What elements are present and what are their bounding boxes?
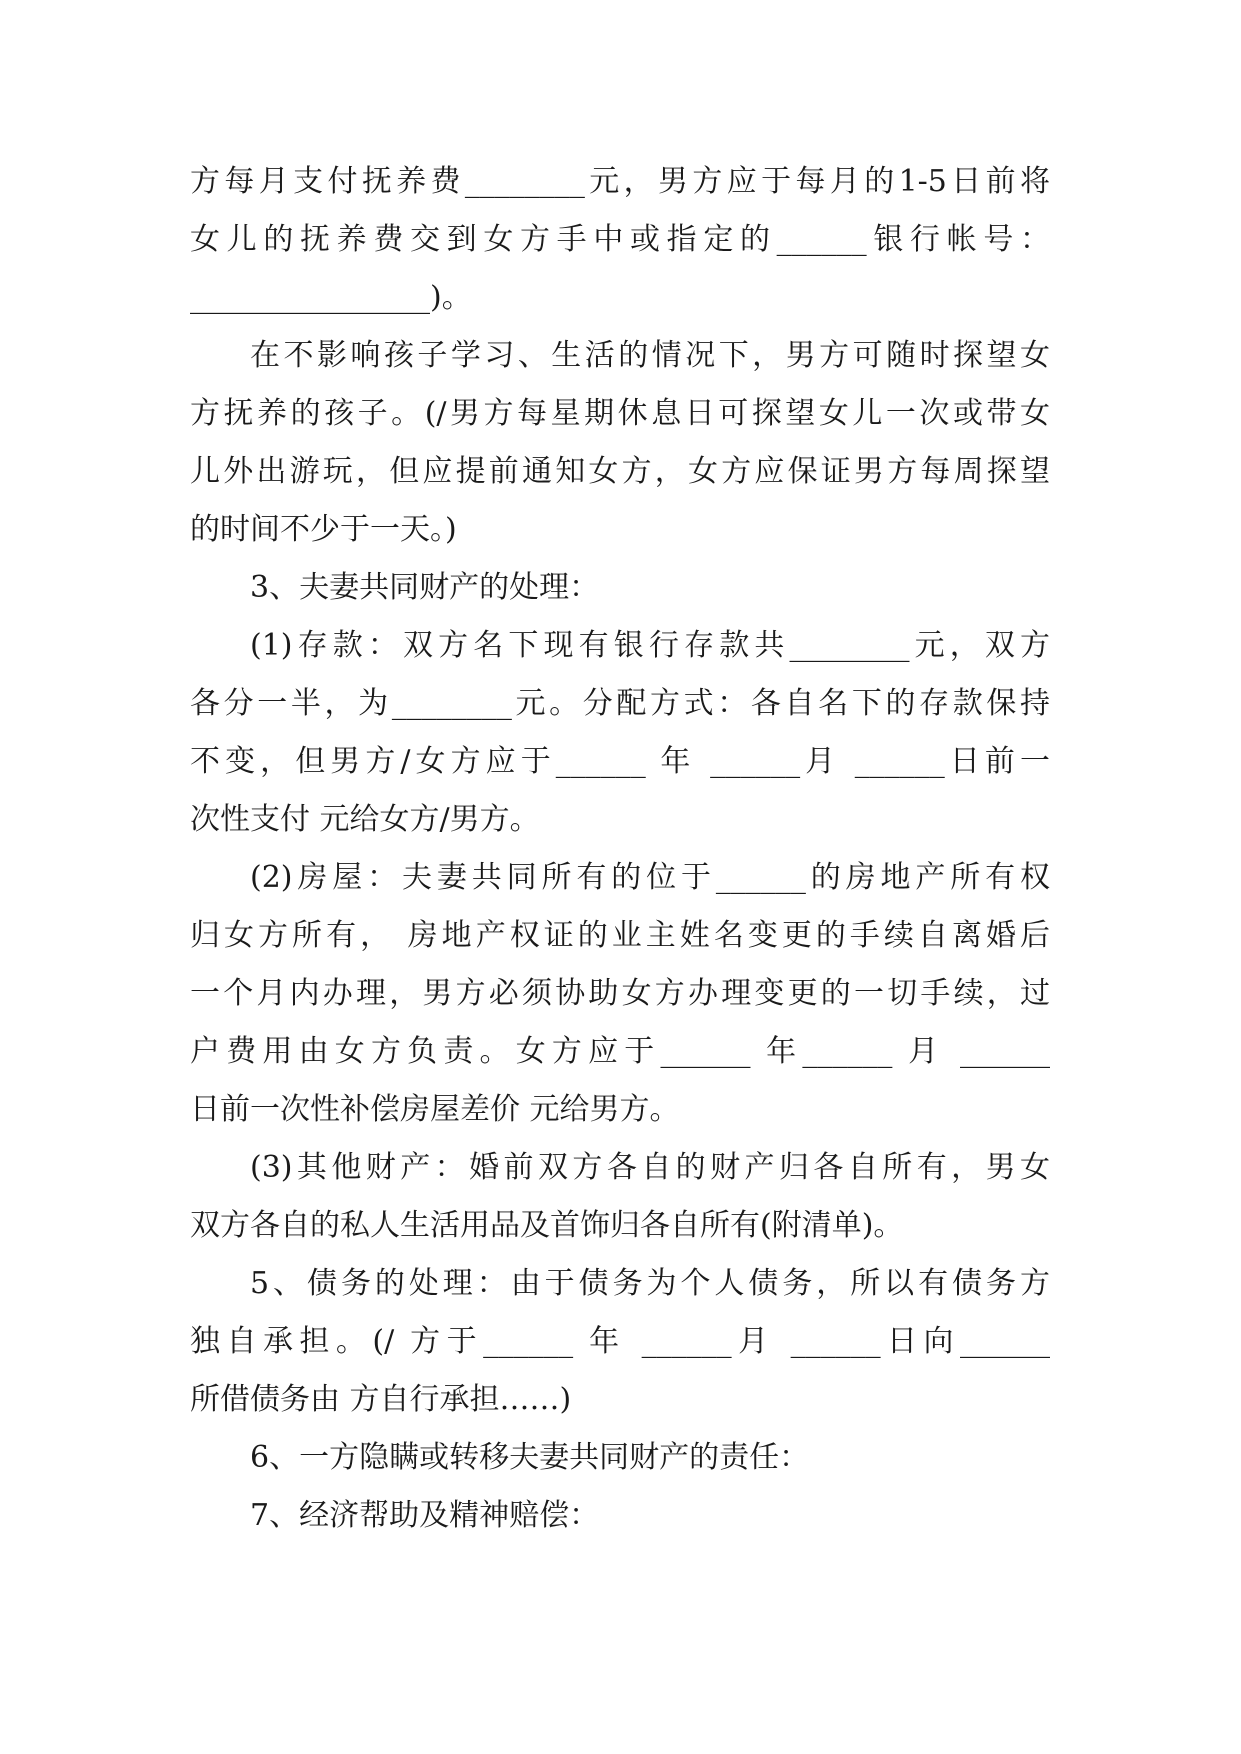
text-line: 女儿的抚养费交到女方手中或指定的______银行帐号： bbox=[190, 222, 1050, 257]
text-line: 日前一次性补偿房屋差价 元给男方。 bbox=[190, 1092, 680, 1127]
text-line: 的时间不少于一天。) bbox=[190, 512, 457, 547]
text-line: 方每月支付抚养费________元，男方应于每月的1-5日前将 bbox=[190, 164, 1050, 199]
paragraph-first-line: 在不影响孩子学习、生活的情况下，男方可随时探望女 bbox=[250, 338, 1050, 373]
text-line: 不变，但男方/女方应于______ 年 ______月 ______日前一 bbox=[190, 744, 1050, 779]
section-heading: 7、经济帮助及精神赔偿： bbox=[250, 1498, 600, 1533]
text-line: 方抚养的孩子。(/男方每星期休息日可探望女儿一次或带女 bbox=[190, 396, 1050, 431]
paragraph-first-line: 5、债务的处理：由于债务为个人债务，所以有债务方 bbox=[250, 1266, 1050, 1301]
text-line: 所借债务由 方自行承担……) bbox=[190, 1382, 572, 1417]
text-line: 儿外出游玩，但应提前通知女方，女方应保证男方每周探望 bbox=[190, 454, 1050, 489]
section-heading: 6、一方隐瞒或转移夫妻共同财产的责任： bbox=[250, 1440, 810, 1475]
document-body bbox=[190, 153, 1050, 1545]
text-line: 各分一半，为________元。分配方式：各自名下的存款保持 bbox=[190, 686, 1050, 721]
text-line: 一个月内办理，男方必须协助女方办理变更的一切手续，过 bbox=[190, 976, 1050, 1011]
paragraph-first-line: (3)其他财产：婚前双方各自的财产归各自所有，男女 bbox=[250, 1150, 1050, 1185]
paragraph-first-line: (2)房屋：夫妻共同所有的位于______的房地产所有权 bbox=[250, 860, 1050, 895]
text-line: 归女方所有， 房地产权证的业主姓名变更的手续自离婚后 bbox=[190, 918, 1050, 953]
paragraph-first-line: (1)存款：双方名下现有银行存款共________元，双方 bbox=[250, 628, 1050, 663]
text-line: 双方各自的私人生活用品及首饰归各自所有(附清单)。 bbox=[190, 1208, 904, 1243]
text-line: 次性支付 元给女方/男方。 bbox=[190, 802, 540, 837]
text-line: 户费用由女方负责。女方应于______ 年______ 月 ______ bbox=[190, 1034, 1050, 1069]
section-heading: 3、夫妻共同财产的处理： bbox=[250, 570, 600, 605]
text-line: ________________)。 bbox=[190, 280, 472, 315]
text-line: 独自承担。(/ 方于______ 年 ______月 ______日向______ bbox=[190, 1324, 1050, 1359]
